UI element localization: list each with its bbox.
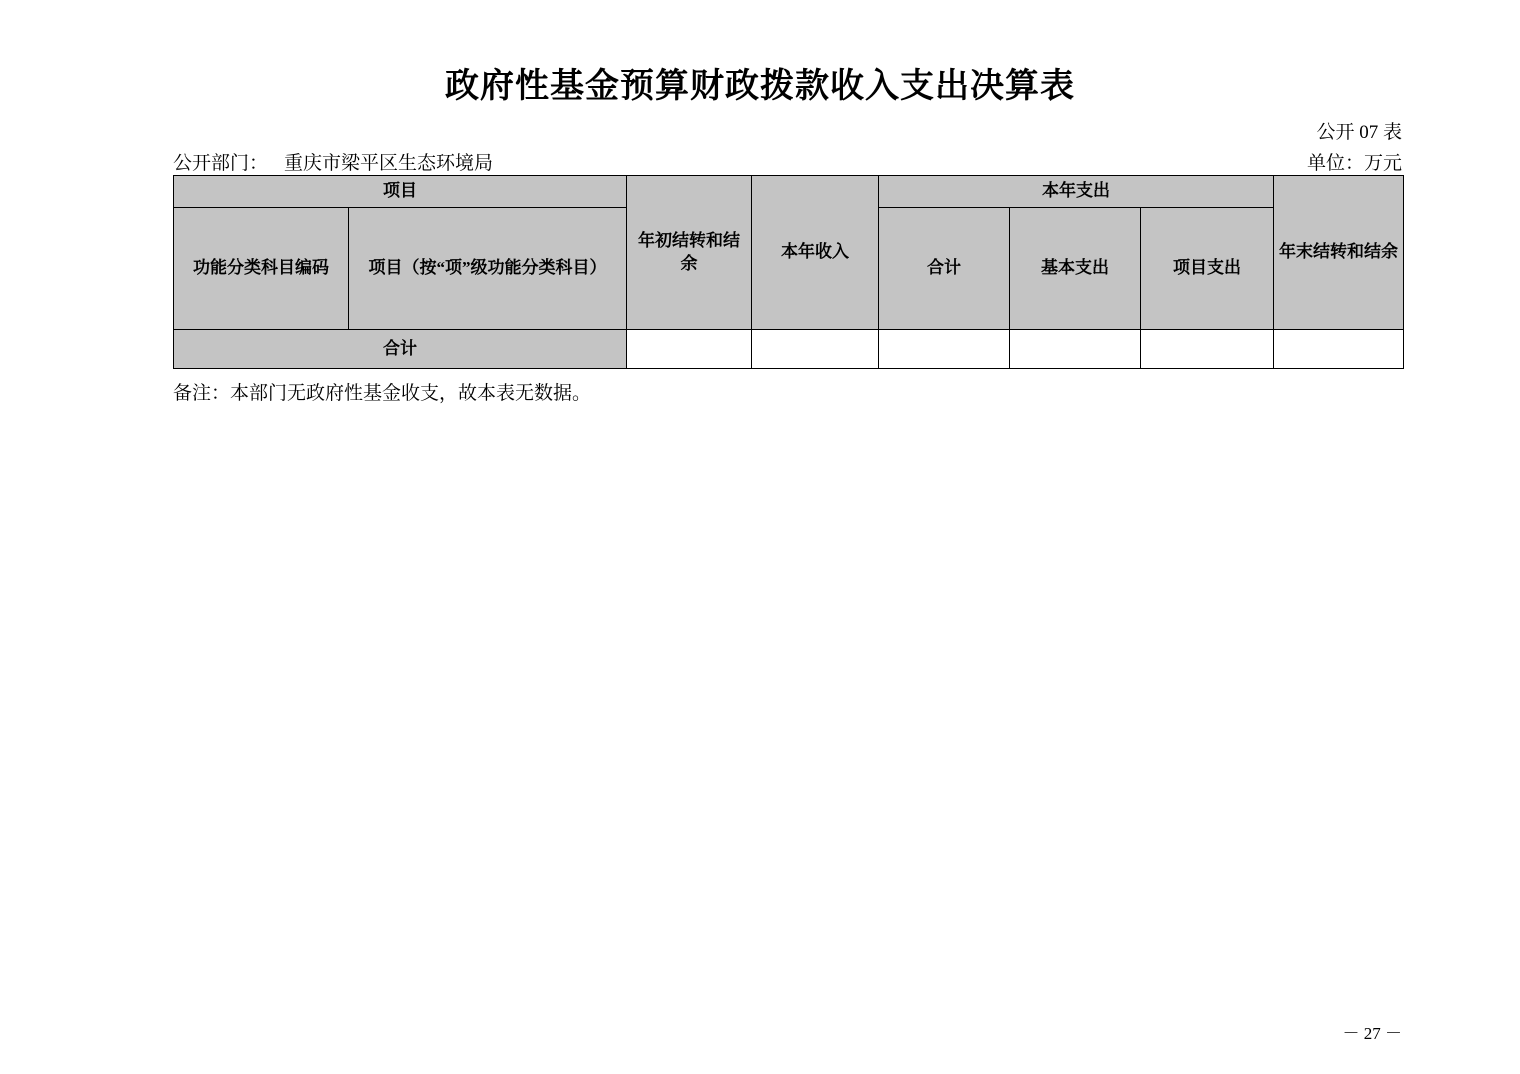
header-end-balance: 年末结转和结余 — [1274, 176, 1404, 330]
header-expense-total: 合计 — [879, 208, 1010, 330]
total-row-label: 合计 — [174, 330, 627, 369]
header-basic-expense: 基本支出 — [1010, 208, 1141, 330]
page-number: － 27 － — [1342, 1024, 1402, 1043]
table-total-row — [174, 330, 1404, 369]
total-begin-balance — [627, 330, 752, 369]
sheet-number: 公开 07 表 — [1316, 122, 1402, 143]
total-end-balance — [1274, 330, 1404, 369]
header-project-expense: 项目支出 — [1141, 208, 1274, 330]
header-project-item: 项目（按“项”级功能分类科目） — [349, 208, 627, 330]
total-year-income — [752, 330, 879, 369]
department-name: 重庆市梁平区生态环境局 — [284, 153, 494, 174]
department-line — [173, 148, 493, 175]
budget-table — [173, 175, 1404, 369]
total-basic-expense — [1010, 330, 1141, 369]
header-project-group: 项目 — [174, 176, 627, 208]
header-year-income: 本年收入 — [752, 176, 879, 330]
department-label: 公开部门： — [173, 153, 269, 174]
total-project-expense — [1141, 330, 1274, 369]
header-year-expense-group: 本年支出 — [879, 176, 1274, 208]
unit-label: 单位：万元 — [1306, 153, 1402, 174]
table-note: 备注：本部门无政府性基金收支，故本表无数据。 — [173, 383, 592, 404]
page-title: 政府性基金预算财政拨款收入支出决算表 — [445, 68, 1075, 105]
total-expense-total — [879, 330, 1010, 369]
table-header-row-1 — [174, 176, 1404, 208]
header-begin-balance: 年初结转和结余 — [627, 176, 752, 330]
header-functional-code: 功能分类科目编码 — [174, 208, 349, 330]
